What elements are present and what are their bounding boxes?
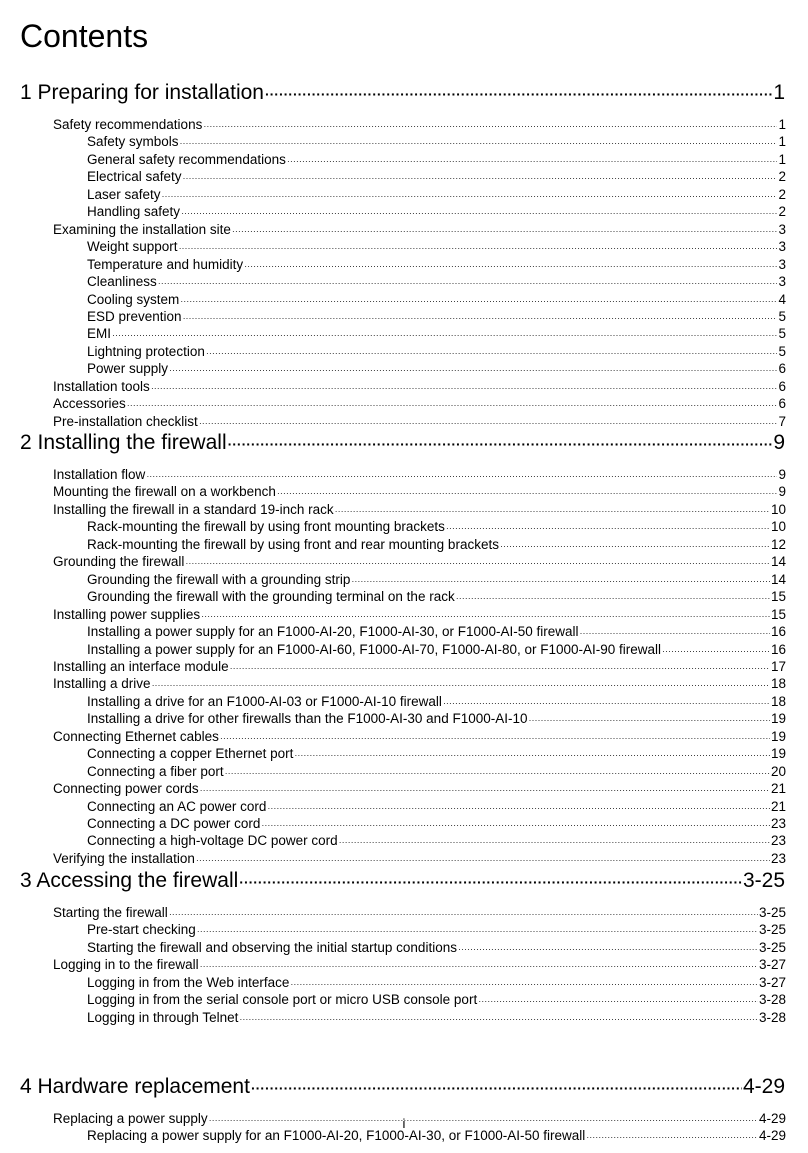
toc-page-number: 4-29	[758, 1111, 786, 1126]
toc-entry-title: Installation flow	[53, 467, 146, 482]
toc-subsection[interactable]	[87, 291, 786, 308]
toc-page-number: 19	[770, 728, 786, 744]
toc-page-number: 4-29	[758, 1128, 786, 1144]
toc-subsection[interactable]	[87, 343, 786, 360]
toc-subsection[interactable]	[87, 308, 786, 325]
toc-entry-title: Installing an interface module	[53, 658, 229, 674]
toc-page-number: 23	[770, 833, 786, 849]
toc-entry-title: ESD prevention	[87, 308, 182, 324]
toc-chapter-title: 2 Installing the firewall	[20, 431, 227, 454]
toc-page-number: 2	[778, 204, 786, 220]
toc-entry-title: Connecting an AC power cord	[87, 798, 267, 814]
toc-entry-title: Safety symbols	[87, 134, 179, 150]
toc-chapter[interactable]	[20, 430, 785, 456]
toc-entry-title: Pre-start checking	[87, 922, 196, 938]
toc-entry-title: Pre-installation checklist	[53, 413, 198, 429]
toc-page-number: 1	[778, 151, 786, 167]
toc-page-number: 5	[778, 343, 786, 359]
toc-page-number: 10	[770, 519, 786, 535]
toc-chapter-title: 4 Hardware replacement	[20, 1075, 250, 1098]
toc-entry-title: Logging in to the firewall	[53, 957, 199, 973]
toc-subsection[interactable]	[87, 974, 786, 991]
toc-section[interactable]	[53, 553, 786, 570]
toc-entry-title: Connecting a copper Ethernet port	[87, 746, 294, 762]
toc-subsection[interactable]	[87, 745, 786, 762]
toc-subsection[interactable]	[87, 588, 786, 605]
toc-page-number: 6	[778, 396, 786, 412]
dot-leader	[228, 431, 773, 457]
toc-entry-title: Rack-mounting the firewall by using front mounting brackets	[87, 519, 445, 535]
toc-entry-title: Handling safety	[87, 204, 181, 220]
toc-page-number: 21	[770, 798, 786, 814]
toc-page-number: 19	[770, 711, 786, 727]
toc-page-number: 1	[778, 117, 786, 132]
toc-page-number: 3-28	[758, 1009, 786, 1025]
toc-entry-title: Connecting power cords	[53, 781, 199, 797]
toc-page-number: 3-25	[758, 922, 786, 938]
toc-page-number: 6	[778, 378, 786, 394]
toc-section[interactable]	[53, 956, 786, 973]
toc-page-number: 2	[778, 169, 786, 185]
toc-subsection[interactable]	[87, 186, 786, 203]
toc-chapter[interactable]	[20, 868, 785, 894]
toc-section[interactable]	[53, 395, 786, 412]
page-title: Contents	[20, 18, 149, 54]
toc-page-number: 10	[770, 501, 786, 517]
toc-entry-title: Installing a drive	[53, 676, 151, 692]
toc-entry-title: EMI	[87, 326, 112, 342]
toc-subsection[interactable]	[87, 168, 786, 185]
toc-entry-title: Replacing a power supply	[53, 1111, 208, 1126]
toc-entry-title: Connecting Ethernet cables	[53, 728, 219, 744]
page-number: i	[402, 1116, 406, 1131]
toc-entry-title: Safety recommendations	[53, 117, 203, 132]
toc-entry-title: General safety recommendations	[87, 151, 286, 167]
toc-subsection[interactable]	[87, 203, 786, 220]
toc-entry-title: Starting the firewall and observing the initial startup conditions	[87, 939, 457, 955]
toc-page-number: 15	[770, 606, 786, 622]
toc-page-number: 7	[778, 413, 786, 429]
toc-entry-title: Installation tools	[53, 378, 150, 394]
toc-page-number: 3-27	[758, 974, 786, 990]
toc-section[interactable]	[53, 413, 786, 430]
toc-page-number: 4-29	[742, 1075, 785, 1098]
toc-page-number: 12	[770, 536, 786, 552]
toc-entry-title: Connecting a fiber port	[87, 763, 224, 779]
toc-page-number: 2	[778, 186, 786, 202]
toc-entry-title: Accessories	[53, 396, 126, 412]
toc-page-number: 1	[773, 81, 785, 104]
toc-entry-title: Grounding the firewall	[53, 554, 185, 570]
dot-leader	[239, 869, 742, 895]
toc-entry-title: Cleanliness	[87, 274, 157, 290]
toc-subsection[interactable]	[87, 991, 786, 1008]
toc-page-number: 15	[770, 589, 786, 605]
toc-subsection[interactable]	[87, 710, 786, 727]
toc-entry-title: Rack-mounting the firewall by using front and rear mounting brackets	[87, 536, 499, 552]
toc-page-number: 5	[778, 308, 786, 324]
toc-subsection[interactable]	[87, 273, 786, 290]
toc-section[interactable]	[53, 501, 786, 518]
toc-entry-title: Cooling system	[87, 291, 180, 307]
toc-entry-title: Installing power supplies	[53, 606, 201, 622]
toc-subsection[interactable]	[87, 921, 786, 938]
toc-section[interactable]	[53, 606, 786, 623]
toc-page-number: 19	[770, 746, 786, 762]
dot-leader	[196, 852, 770, 869]
toc-subsection[interactable]	[87, 623, 786, 640]
toc-entry-title: Logging in through Telnet	[87, 1009, 239, 1025]
toc-chapter-title: 1 Preparing for installation	[20, 81, 264, 104]
toc-page-number: 3-25	[742, 869, 785, 892]
toc-section[interactable]	[53, 904, 786, 921]
toc-entry-title: Lightning protection	[87, 343, 205, 359]
toc-page-number: 3-27	[758, 957, 786, 973]
toc-entry-title: Laser safety	[87, 186, 161, 202]
toc-page-number: 17	[770, 658, 786, 674]
toc-entry-title: Installing a power supply for an F1000-AI-20, F1000-AI-30, or F1000-AI-50 firewall	[87, 624, 579, 640]
toc-page-number: 23	[770, 816, 786, 831]
toc-entry-title: Verifying the installation	[53, 850, 195, 866]
toc-page-number: 18	[770, 676, 786, 692]
toc-section[interactable]	[53, 483, 786, 500]
toc-subsection[interactable]	[87, 815, 786, 832]
toc-section[interactable]	[53, 728, 786, 745]
toc-section[interactable]	[53, 116, 786, 133]
toc-subsection[interactable]	[87, 693, 786, 710]
toc-entry-title: Connecting a DC power cord	[87, 816, 261, 831]
toc-chapter[interactable]	[20, 80, 785, 106]
toc-page-number: 21	[770, 781, 786, 797]
toc-entry-title: Installing a drive for other firewalls than the F1000-AI-30 and F1000-AI-10	[87, 711, 528, 727]
toc-page-number: 3	[778, 274, 786, 290]
toc-page-number: 3-25	[758, 939, 786, 955]
toc-subsection[interactable]	[87, 518, 786, 535]
toc-page-number: 3	[778, 256, 786, 272]
toc-entry-title: Installing the firewall in a standard 19-inch rack	[53, 501, 334, 517]
toc-section[interactable]	[53, 850, 786, 867]
toc-page-number: 3	[778, 239, 786, 255]
toc-entry-title: Electrical safety	[87, 169, 182, 185]
toc-chapter[interactable]	[20, 1074, 785, 1100]
toc-subsection[interactable]	[87, 536, 786, 553]
toc-subsection[interactable]	[87, 151, 786, 168]
toc-entry-title: Replacing a power supply for an F1000-AI-20, F1000-AI-30, or F1000-AI-50 firewall	[87, 1128, 586, 1144]
toc-subsection[interactable]	[87, 832, 786, 849]
toc-section[interactable]	[53, 675, 786, 692]
toc-page-number: 6	[778, 361, 786, 377]
toc-page-number: 5	[778, 326, 786, 342]
toc-subsection[interactable]	[87, 133, 786, 150]
toc-entry-title: Logging in from the serial console port or micro USB console port	[87, 992, 478, 1008]
toc-subsection[interactable]	[87, 325, 786, 342]
toc-entry-title: Grounding the firewall with the grounding terminal on the rack	[87, 589, 455, 605]
toc-chapter-title: 3 Accessing the firewall	[20, 869, 239, 892]
toc-subsection[interactable]	[87, 641, 786, 658]
toc-subsection[interactable]	[87, 238, 786, 255]
toc-entry-title: Logging in from the Web interface	[87, 974, 290, 990]
toc-page-number: 9	[773, 431, 785, 454]
dot-leader	[251, 1075, 742, 1101]
toc-subsection[interactable]	[87, 763, 786, 780]
toc-page-number: 3-28	[758, 992, 786, 1008]
toc-entry-title: Grounding the firewall with a grounding strip	[87, 571, 351, 587]
toc-entry-title: Weight support	[87, 239, 178, 255]
toc-page-number: 16	[770, 624, 786, 640]
toc-page-number: 16	[770, 641, 786, 657]
toc-page-number: 14	[770, 554, 786, 570]
toc-page-number: 14	[770, 571, 786, 587]
toc-section[interactable]	[53, 466, 786, 483]
toc-page-number: 3	[778, 221, 786, 237]
toc-page-number: 23	[770, 850, 786, 866]
toc-subsection[interactable]	[87, 1009, 786, 1026]
toc-subsection[interactable]	[87, 798, 786, 815]
dot-leader	[265, 81, 772, 107]
toc-section[interactable]	[53, 221, 786, 238]
toc-section[interactable]	[53, 658, 786, 675]
toc-page-number: 9	[778, 467, 786, 482]
toc-page-number: 3-25	[758, 905, 786, 920]
toc-page-number: 18	[770, 693, 786, 709]
toc-page-number: 20	[770, 763, 786, 779]
toc-entry-title: Starting the firewall	[53, 905, 168, 920]
toc-entry-title: Power supply	[87, 361, 169, 377]
dot-leader	[239, 1011, 758, 1028]
toc-entry-title: Installing a power supply for an F1000-AI-60, F1000-AI-70, F1000-AI-80, or F1000-AI-90 firewall	[87, 641, 662, 657]
toc-page-number: 4	[778, 291, 786, 307]
toc-subsection[interactable]	[87, 571, 786, 588]
toc-section[interactable]	[53, 780, 786, 797]
toc-subsection[interactable]	[87, 360, 786, 377]
toc-page-number: 1	[778, 134, 786, 150]
toc-entry-title: Connecting a high-voltage DC power cord	[87, 833, 338, 849]
toc-entry-title: Temperature and humidity	[87, 256, 244, 272]
toc-page-number: 9	[778, 484, 786, 500]
toc-entry-title: Installing a drive for an F1000-AI-03 or F1000-AI-10 firewall	[87, 693, 442, 709]
toc-subsection[interactable]	[87, 939, 786, 956]
toc-entry-title: Examining the installation site	[53, 221, 231, 237]
dot-leader	[586, 1129, 758, 1146]
toc-entry-title: Mounting the firewall on a workbench	[53, 484, 276, 500]
toc-subsection[interactable]	[87, 256, 786, 273]
toc-section[interactable]	[53, 378, 786, 395]
